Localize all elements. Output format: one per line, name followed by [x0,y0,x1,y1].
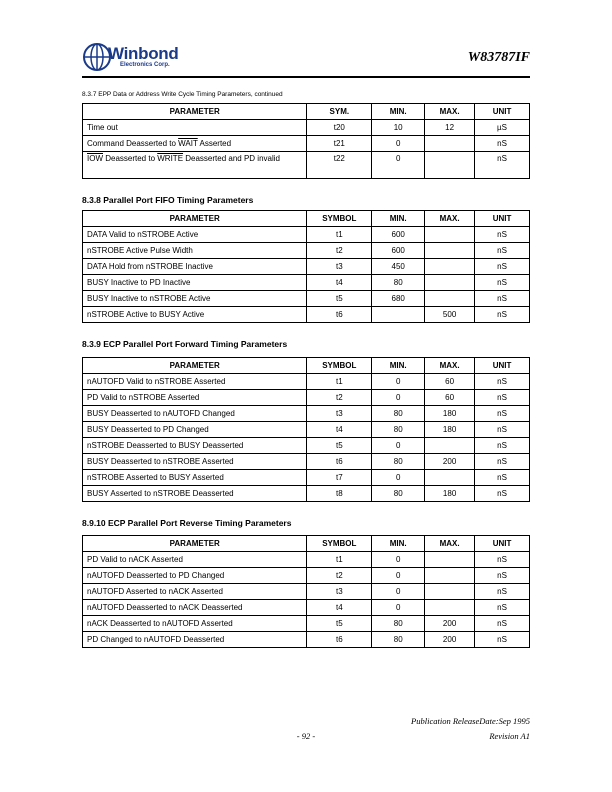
param-cell: PD Valid to nACK Asserted [83,552,307,568]
param-cell: nSTROBE Deasserted to BUSY Deasserted [83,438,307,454]
sym-cell: t6 [307,454,372,470]
param-cell: nAUTOFD Deasserted to PD Changed [83,568,307,584]
min-cell: 0 [372,600,425,616]
col-header: MAX. [425,211,475,227]
sym-cell: t5 [307,291,372,307]
unit-cell: nS [475,470,530,486]
param-cell: nSTROBE Asserted to BUSY Asserted [83,470,307,486]
param-cell: nSTROBE Active to BUSY Active [83,307,307,323]
table-header-row [83,536,530,552]
max-cell [425,275,475,291]
table-header-row [83,211,530,227]
param-cell [83,136,307,152]
col-header: UNIT [475,104,530,120]
table-row [83,307,530,323]
param-signal-write: WRITE [157,154,184,163]
min-cell: 0 [372,390,425,406]
param-signal-iow: $\overline{IOW}$ [87,154,103,163]
col-header: MAX. [425,358,475,374]
unit-cell: nS [475,422,530,438]
header-divider [82,76,530,78]
col-header: SYMBOL [307,358,372,374]
unit-cell: nS [475,406,530,422]
footer-revision: Revision A1 [489,731,530,741]
min-cell: 80 [372,275,425,291]
unit-cell: nS [475,291,530,307]
unit-cell: nS [475,259,530,275]
min-cell: 600 [372,243,425,259]
unit-cell: nS [475,552,530,568]
col-header: MIN. [372,536,425,552]
sym-cell: t2 [307,568,372,584]
sym-cell: t6 [307,632,372,648]
table-row [83,584,530,600]
param-text: Asserted [197,138,232,148]
max-cell [425,136,475,152]
table-header-row [83,104,530,120]
min-cell: 680 [372,291,425,307]
table-row [83,486,530,502]
col-header: MAX. [425,104,475,120]
max-cell: 180 [425,422,475,438]
unit-cell: nS [475,374,530,390]
sym-cell: t3 [307,406,372,422]
table-row [83,454,530,470]
sym-cell: t1 [307,552,372,568]
footer-page-number: - 92 - [296,731,316,741]
sym-cell: t8 [307,486,372,502]
table-row [83,568,530,584]
col-header: SYMBOL [307,536,372,552]
table-839 [82,357,530,502]
param-cell: nSTROBE Active Pulse Width [83,243,307,259]
max-cell: 180 [425,406,475,422]
sym-cell: t4 [307,600,372,616]
param-text: Deasserted to [103,154,158,163]
table-row [83,275,530,291]
max-cell [425,291,475,307]
param-cell: nAUTOFD Asserted to nACK Asserted [83,584,307,600]
unit-cell: nS [475,243,530,259]
sym-cell: t1 [307,227,372,243]
sym-cell: t6 [307,307,372,323]
table-row [83,390,530,406]
max-cell: 200 [425,616,475,632]
winbond-logo [82,40,202,74]
param-cell: PD Changed to nAUTOFD Deasserted [83,632,307,648]
col-header: MIN. [372,358,425,374]
unit-cell: nS [475,438,530,454]
table-row [83,374,530,390]
section-839-title: 8.3.9 ECP Parallel Port Forward Timing Parameters [82,339,288,349]
table-row [83,227,530,243]
max-cell [425,243,475,259]
min-cell: 80 [372,632,425,648]
unit-cell: nS [475,568,530,584]
table-row [83,136,530,152]
table-row [83,120,530,136]
unit-cell: nS [475,152,530,179]
max-cell [425,438,475,454]
param-cell: BUSY Inactive to nSTROBE Active [83,291,307,307]
col-header: MIN. [372,104,425,120]
min-cell: 80 [372,406,425,422]
param-text: Command Deasserted to [87,138,179,148]
max-cell: 200 [425,632,475,648]
min-cell: 600 [372,227,425,243]
sym-cell: t4 [307,275,372,291]
min-cell: 0 [372,568,425,584]
min-cell: 450 [372,259,425,275]
param-cell: DATA Valid to nSTROBE Active [83,227,307,243]
max-cell [425,584,475,600]
param-signal-wait: WAIT [178,138,198,148]
sym-cell: t5 [307,616,372,632]
unit-cell: nS [475,616,530,632]
max-cell [425,227,475,243]
min-cell: 80 [372,486,425,502]
table-row [83,152,530,179]
col-header: PARAMETER [83,211,307,227]
footer-publication: Publication ReleaseDate:Sep 1995 [411,716,530,726]
part-number: W83787IF [467,50,530,65]
min-cell: 80 [372,454,425,470]
table-row [83,470,530,486]
min-cell: 0 [372,552,425,568]
unit-cell: nS [475,600,530,616]
param-cell: PD Valid to nSTROBE Asserted [83,390,307,406]
table-row [83,422,530,438]
param-cell: BUSY Asserted to nSTROBE Deasserted [83,486,307,502]
section-838-title: 8.3.8 Parallel Port FIFO Timing Parameters [82,195,254,205]
unit-cell: nS [475,227,530,243]
unit-cell: nS [475,454,530,470]
max-cell: 60 [425,374,475,390]
min-cell: 0 [372,136,425,152]
unit-cell: nS [475,307,530,323]
min-cell: 0 [372,152,425,179]
min-cell: 80 [372,422,425,438]
sym-cell: t7 [307,470,372,486]
table-row [83,243,530,259]
unit-cell: nS [475,275,530,291]
col-header: MAX. [425,536,475,552]
max-cell [425,568,475,584]
col-header: PARAMETER [83,358,307,374]
col-header: UNIT [475,211,530,227]
table-row [83,632,530,648]
unit-cell: µS [475,120,530,136]
logo-text: Winbond [108,44,179,63]
table-row [83,406,530,422]
table-row [83,552,530,568]
table-header-row [83,358,530,374]
unit-cell: nS [475,136,530,152]
max-cell: 180 [425,486,475,502]
table-8910 [82,535,530,648]
sym-cell: t2 [307,243,372,259]
sym-cell: t4 [307,422,372,438]
table-row [83,291,530,307]
max-cell: 60 [425,390,475,406]
param-cell: BUSY Deasserted to nAUTOFD Changed [83,406,307,422]
max-cell: 200 [425,454,475,470]
col-header: UNIT [475,358,530,374]
table-row [83,600,530,616]
param-cell [83,152,307,179]
col-header: SYM. [307,104,372,120]
sym-cell: t2 [307,390,372,406]
min-cell: 0 [372,438,425,454]
param-cell: nAUTOFD Deasserted to nACK Deasserted [83,600,307,616]
min-cell [372,307,425,323]
min-cell: 0 [372,374,425,390]
unit-cell: nS [475,632,530,648]
max-cell [425,152,475,179]
page-header [82,40,530,80]
sym-cell: t5 [307,438,372,454]
col-header: PARAMETER [83,536,307,552]
unit-cell: nS [475,584,530,600]
min-cell: 10 [372,120,425,136]
col-header: MIN. [372,211,425,227]
sym-cell: t3 [307,259,372,275]
sym-cell: t20 [307,120,372,136]
sym-cell: t1 [307,374,372,390]
sym-cell: t21 [307,136,372,152]
section-837-caption: 8.3.7 EPP Data or Address Write Cycle Timing Parameters, continued [82,91,283,98]
unit-cell: nS [475,390,530,406]
table-row [83,438,530,454]
max-cell [425,600,475,616]
param-cell: nACK Deasserted to nAUTOFD Asserted [83,616,307,632]
max-cell [425,470,475,486]
logo-subtitle: Electronics Corp. [120,62,170,68]
table-row [83,259,530,275]
param-text: Deasserted and PD invalid [183,154,280,163]
min-cell: 0 [372,584,425,600]
section-8910-title: 8.9.10 ECP Parallel Port Reverse Timing Parameters [82,518,292,528]
min-cell: 0 [372,470,425,486]
table-838 [82,210,530,323]
min-cell: 80 [372,616,425,632]
col-header: UNIT [475,536,530,552]
table-837 [82,103,530,179]
param-cell: BUSY Deasserted to nSTROBE Asserted [83,454,307,470]
max-cell [425,552,475,568]
param-cell: nAUTOFD Valid to nSTROBE Asserted [83,374,307,390]
max-cell: 12 [425,120,475,136]
unit-cell: nS [475,486,530,502]
param-cell: DATA Hold from nSTROBE Inactive [83,259,307,275]
param-cell: Time out [83,120,307,136]
sym-cell: t3 [307,584,372,600]
max-cell: 500 [425,307,475,323]
sym-cell: t22 [307,152,372,179]
col-header: PARAMETER [83,104,307,120]
max-cell [425,259,475,275]
param-cell: BUSY Inactive to PD Inactive [83,275,307,291]
param-cell: BUSY Deasserted to PD Changed [83,422,307,438]
table-row [83,616,530,632]
col-header: SYMBOL [307,211,372,227]
